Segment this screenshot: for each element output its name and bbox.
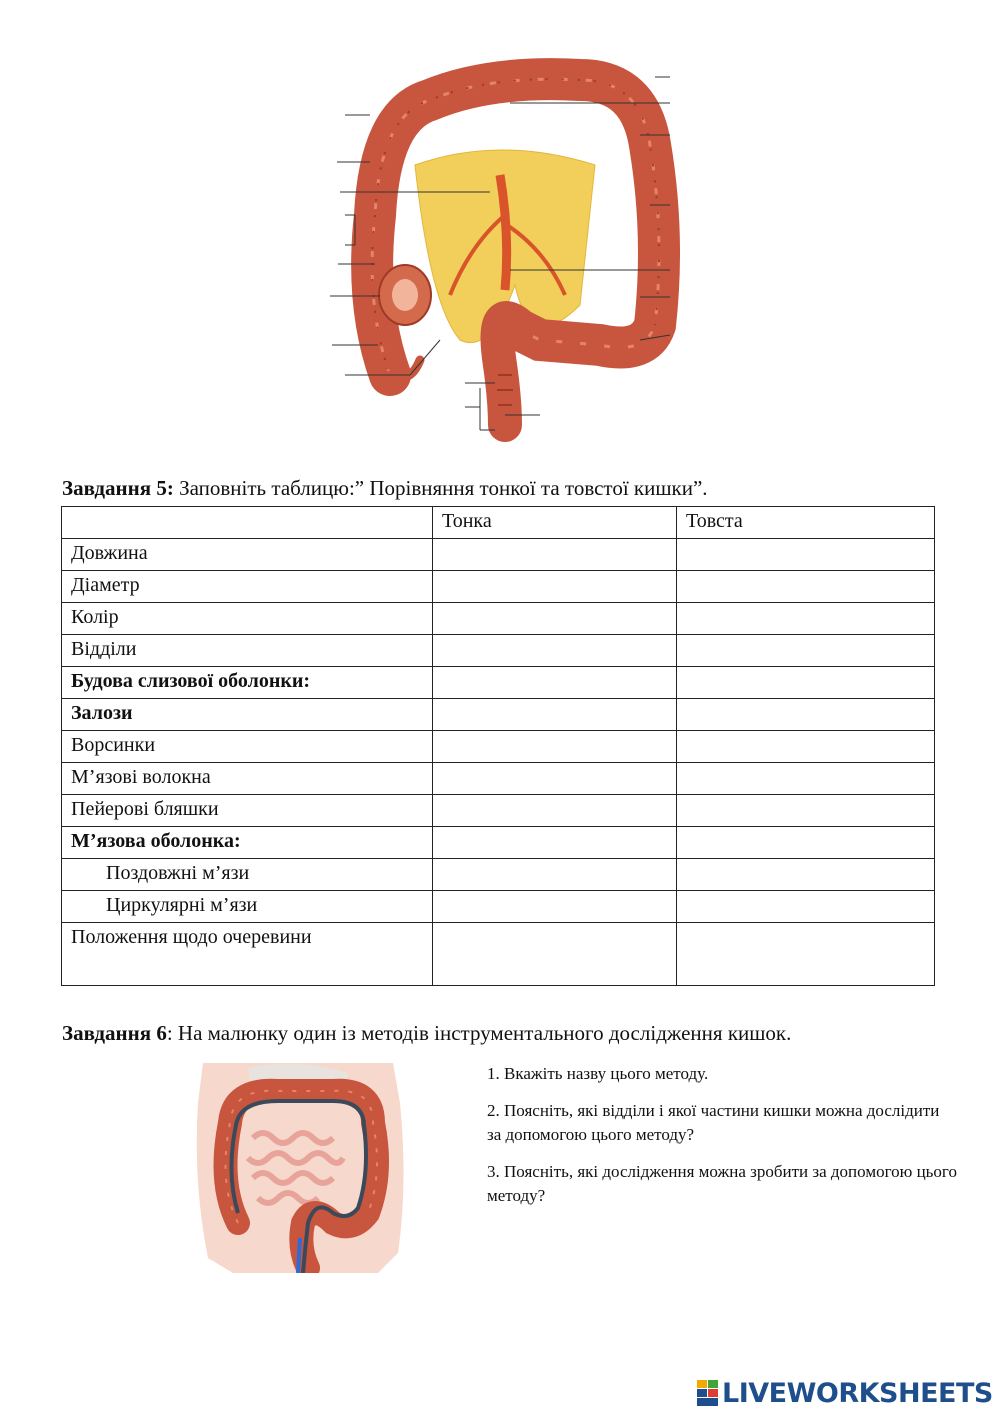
liveworksheets-logo-icon bbox=[697, 1380, 719, 1406]
large-intestine-answer-cell[interactable] bbox=[677, 635, 935, 667]
task6-questions bbox=[487, 1062, 957, 1221]
row-label-cell: Ворсинки bbox=[62, 731, 433, 763]
table-row bbox=[62, 699, 935, 731]
small-intestine-answer-cell[interactable] bbox=[433, 667, 677, 699]
task5-heading bbox=[62, 474, 708, 502]
task5-label: Завдання 5: bbox=[62, 476, 174, 500]
large-intestine-answer-cell[interactable] bbox=[677, 859, 935, 891]
small-intestine-answer-cell[interactable] bbox=[433, 795, 677, 827]
small-intestine-answer-cell[interactable] bbox=[433, 603, 677, 635]
small-intestine-answer-cell[interactable] bbox=[433, 891, 677, 923]
small-intestine-answer-cell[interactable] bbox=[433, 827, 677, 859]
table-row bbox=[62, 603, 935, 635]
table-row bbox=[62, 923, 935, 986]
table-row bbox=[62, 635, 935, 667]
header-cell-small-intestine: Тонка bbox=[433, 507, 677, 539]
table-row bbox=[62, 731, 935, 763]
table-row bbox=[62, 539, 935, 571]
small-intestine-answer-cell[interactable] bbox=[433, 571, 677, 603]
large-intestine-answer-cell[interactable] bbox=[677, 571, 935, 603]
row-label-cell: Колір bbox=[62, 603, 433, 635]
large-intestine-answer-cell[interactable] bbox=[677, 667, 935, 699]
table-row bbox=[62, 571, 935, 603]
large-intestine-answer-cell[interactable] bbox=[677, 763, 935, 795]
small-intestine-answer-cell[interactable] bbox=[433, 699, 677, 731]
row-label-cell: Поздовжні м’язи bbox=[62, 859, 433, 891]
row-label-cell: Залози bbox=[62, 699, 433, 731]
row-label-cell: Відділи bbox=[62, 635, 433, 667]
row-label-cell: Пейерові бляшки bbox=[62, 795, 433, 827]
small-intestine-answer-cell[interactable] bbox=[433, 923, 677, 986]
row-label-cell: Положення щодо очеревини bbox=[62, 923, 433, 986]
table-row bbox=[62, 763, 935, 795]
large-intestine-answer-cell[interactable] bbox=[677, 795, 935, 827]
task5-text: Заповніть таблицю:” Порівняння тонкої та товстої кишки”. bbox=[173, 476, 708, 500]
small-intestine-answer-cell[interactable] bbox=[433, 539, 677, 571]
row-label-cell: Діаметр bbox=[62, 571, 433, 603]
task6-heading bbox=[62, 1019, 791, 1047]
colonoscopy-illustration bbox=[138, 1063, 443, 1273]
small-intestine-answer-cell[interactable] bbox=[433, 635, 677, 667]
table-header-row bbox=[62, 507, 935, 539]
row-label-cell: Будова слизової оболонки: bbox=[62, 667, 433, 699]
table-row bbox=[62, 827, 935, 859]
header-cell-large-intestine: Товста bbox=[677, 507, 935, 539]
table-row bbox=[62, 667, 935, 699]
large-intestine-illustration bbox=[320, 55, 680, 445]
large-intestine-answer-cell[interactable] bbox=[677, 923, 935, 986]
task6-text: : На малюнку один із методів інструментального дослідження кишок. bbox=[166, 1021, 792, 1045]
small-intestine-answer-cell[interactable] bbox=[433, 731, 677, 763]
row-label-cell: М’язові волокна bbox=[62, 763, 433, 795]
row-label-cell: Довжина bbox=[62, 539, 433, 571]
table-row bbox=[62, 859, 935, 891]
large-intestine-answer-cell[interactable] bbox=[677, 731, 935, 763]
large-intestine-answer-cell[interactable] bbox=[677, 539, 935, 571]
large-intestine-answer-cell[interactable] bbox=[677, 827, 935, 859]
question-1: 1. Вкажіть назву цього методу. bbox=[487, 1064, 709, 1083]
table-row bbox=[62, 891, 935, 923]
row-label-cell: М’язова оболонка: bbox=[62, 827, 433, 859]
liveworksheets-logo[interactable] bbox=[697, 1375, 993, 1411]
row-label-cell: Циркулярні м’язи bbox=[62, 891, 433, 923]
header-cell-empty bbox=[62, 507, 433, 539]
large-intestine-answer-cell[interactable] bbox=[677, 891, 935, 923]
comparison-table bbox=[61, 506, 935, 986]
question-2: 2. Поясніть, які відділи і якої частини кишки можна дослідити за допомогою цього методу? bbox=[487, 1101, 940, 1144]
large-intestine-answer-cell[interactable] bbox=[677, 699, 935, 731]
small-intestine-answer-cell[interactable] bbox=[433, 763, 677, 795]
large-intestine-answer-cell[interactable] bbox=[677, 603, 935, 635]
liveworksheets-logo-text: LIVEWORKSHEETS bbox=[722, 1377, 993, 1409]
task6-label: Завдання 6 bbox=[62, 1021, 167, 1045]
question-3: 3. Поясніть, які дослідження можна зробити за допомогою цього методу? bbox=[487, 1162, 957, 1205]
small-intestine-answer-cell[interactable] bbox=[433, 859, 677, 891]
table-row bbox=[62, 795, 935, 827]
